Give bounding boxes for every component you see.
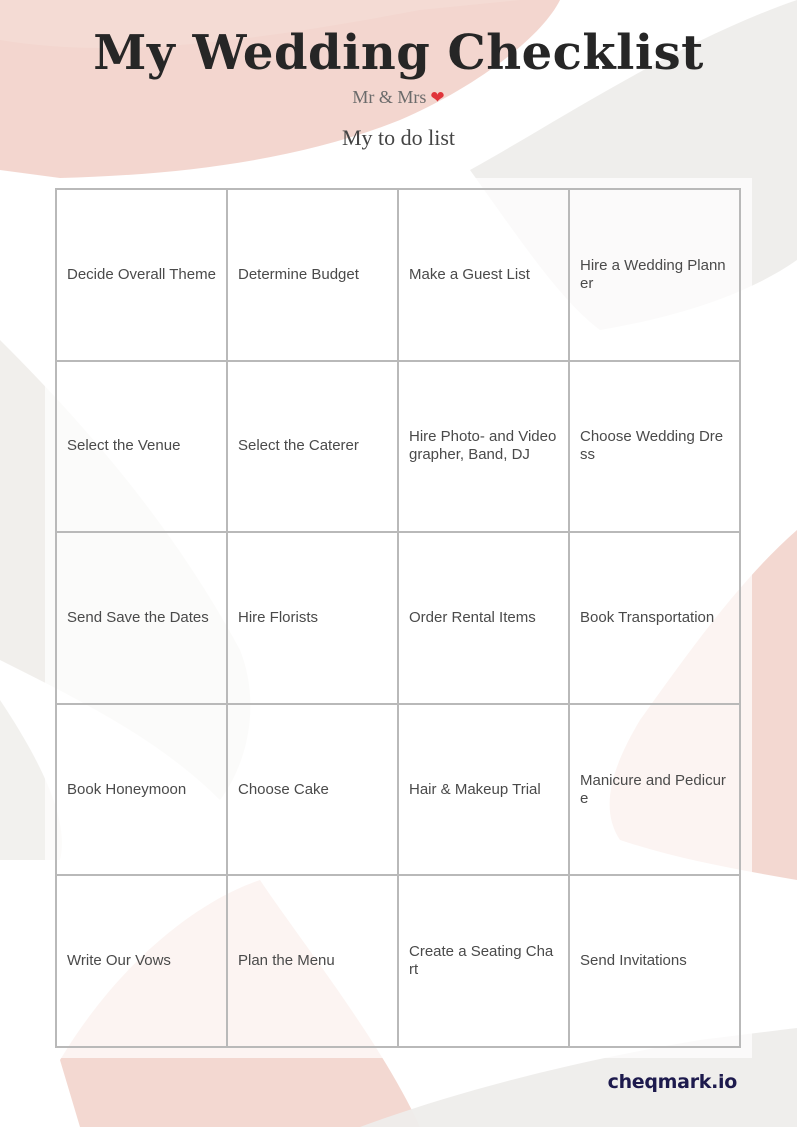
checklist-item-label: Make a Guest List [409, 265, 530, 283]
checklist-item-label: Send Invitations [580, 952, 687, 970]
checklist-item-label: Hire a Wedding Planner [580, 256, 726, 292]
checklist-item-label: Order Rental Items [409, 608, 536, 626]
checklist-cell[interactable] [398, 875, 569, 1047]
checklist-item-label: Hire Photo- and Videographer, Band, DJ [409, 428, 557, 464]
checklist-cell[interactable] [227, 704, 398, 876]
subtitle-text: Mr & Mrs [352, 87, 427, 107]
checklist-cell[interactable] [56, 189, 227, 361]
checklist-cell[interactable] [398, 532, 569, 704]
checklist-item-label: Send Save the Dates [67, 608, 209, 626]
checklist-cell[interactable] [227, 189, 398, 361]
checklist-item-label: Choose Cake [238, 780, 329, 798]
checklist-item-label: Select the Caterer [238, 437, 359, 455]
checklist-item-label: Determine Budget [238, 265, 359, 283]
checklist-cell[interactable] [569, 361, 740, 533]
checklist-cell[interactable] [569, 704, 740, 876]
cheqmark-logo[interactable]: cheqmark.io [607, 1071, 737, 1093]
checklist-item-label: Manicure and Pedicure [580, 771, 726, 807]
checklist-cell[interactable] [56, 532, 227, 704]
checklist-item-label: Decide Overall Theme [67, 265, 216, 283]
checklist-cell[interactable] [56, 704, 227, 876]
checklist-item-label: Book Transportation [580, 608, 715, 626]
checklist-item-label: Hire Florists [238, 608, 319, 626]
heart-icon: ❤ [430, 88, 445, 108]
checklist-cell[interactable] [398, 361, 569, 533]
page-title: My Wedding Checklist [93, 25, 704, 81]
checklist-cell[interactable] [569, 189, 740, 361]
checklist-cell[interactable] [398, 704, 569, 876]
checklist-item-label: Hair & Makeup Trial [409, 780, 541, 798]
checklist-cell[interactable] [227, 532, 398, 704]
checklist-item-label: Plan the Menu [238, 952, 335, 970]
todo-list-heading: My to do list [341, 125, 456, 150]
checklist-item-label: Select the Venue [67, 437, 181, 455]
checklist-item-label: Write Our Vows [67, 952, 171, 970]
checklist-cell[interactable] [227, 361, 398, 533]
couple-subtitle [0, 86, 797, 109]
checklist-item-label: Book Honeymoon [67, 780, 187, 798]
checklist-cell[interactable] [56, 875, 227, 1047]
checklist-cell[interactable] [227, 875, 398, 1047]
checklist-item-label: Choose Wedding Dress [580, 428, 724, 464]
checklist-grid [55, 188, 741, 1048]
checklist-cell[interactable] [569, 875, 740, 1047]
checklist-cell[interactable] [569, 532, 740, 704]
checklist-cell[interactable] [398, 189, 569, 361]
checklist-item-label: Create a Seating Chart [409, 943, 554, 979]
checklist-cell[interactable] [56, 361, 227, 533]
